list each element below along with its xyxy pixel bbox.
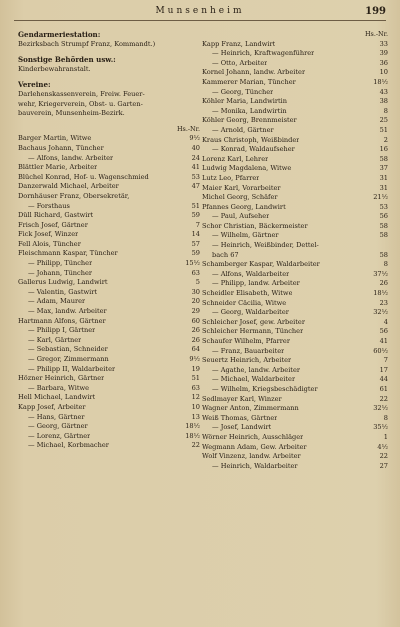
house-number: 22 bbox=[379, 394, 388, 403]
list-item bbox=[202, 68, 388, 78]
house-number: 47 bbox=[191, 182, 200, 191]
list-item bbox=[18, 144, 200, 154]
entry-text: — Arnold, Gärtner bbox=[212, 125, 274, 134]
list-item bbox=[202, 88, 388, 98]
entry-text: Sedlmayer Karl, Winzer bbox=[202, 394, 282, 403]
list-item bbox=[202, 289, 388, 299]
list-item bbox=[18, 374, 200, 384]
header-rule bbox=[14, 20, 386, 21]
entry-text: Dornhäuser Franz, Obersekretär, bbox=[18, 191, 130, 200]
resident-list bbox=[18, 134, 200, 451]
list-item bbox=[202, 375, 388, 385]
house-number: 2 bbox=[383, 135, 388, 144]
house-number: 59 bbox=[191, 211, 200, 220]
resident-list bbox=[202, 40, 388, 472]
entry-text: Kornel Johann, landw. Arbeiter bbox=[202, 68, 306, 77]
entry-text: — Georg, Tüncher bbox=[212, 87, 274, 96]
list-item bbox=[202, 318, 388, 328]
entry-text: Maier Karl, Vorarbeiter bbox=[202, 183, 281, 192]
list-item bbox=[202, 126, 388, 136]
entry-text: — Karl, Gärtner bbox=[28, 335, 82, 344]
list-item bbox=[202, 203, 388, 213]
house-number: 63 bbox=[191, 268, 200, 277]
list-item bbox=[18, 278, 200, 288]
house-number-column-header: Hs.-Nr. bbox=[364, 30, 388, 38]
entry-text: Lorenz Karl, Lehrer bbox=[202, 154, 269, 163]
list-item bbox=[18, 317, 200, 327]
house-number: 33 bbox=[379, 39, 388, 48]
house-number: 35½ bbox=[373, 423, 388, 432]
entry-text: — Valentin, Gastwirt bbox=[28, 287, 98, 296]
house-number: 26 bbox=[191, 335, 200, 344]
list-item bbox=[202, 423, 388, 433]
entry-text: Hell Michael, Landwirt bbox=[18, 393, 96, 402]
list-item bbox=[18, 221, 200, 231]
house-number: 15½ bbox=[185, 259, 200, 268]
entry-text: — Max, landw. Arbeiter bbox=[28, 307, 107, 316]
house-number: 26 bbox=[379, 279, 388, 288]
list-item bbox=[202, 385, 388, 395]
section-heading: Sonstige Behörden usw.: bbox=[18, 55, 116, 65]
section-heading: Vereine: bbox=[18, 80, 51, 90]
entry-text: Schaufer Wilhelm, Pfarrer bbox=[202, 337, 290, 345]
list-item bbox=[202, 433, 388, 443]
entry-text: Fleischmann Kaspar, Tüncher bbox=[18, 249, 118, 258]
list-item bbox=[202, 337, 388, 347]
list-item bbox=[202, 97, 388, 107]
entry-text: Weiß Thomas, Gärtner bbox=[202, 413, 278, 422]
house-number: 44 bbox=[379, 375, 388, 384]
entry-text: Fell Alois, Tüncher bbox=[18, 239, 81, 248]
entry-text: Kapp Josef, Arbeiter bbox=[18, 402, 86, 411]
page-header bbox=[0, 6, 400, 20]
list-item bbox=[202, 366, 388, 376]
house-number: 18½ bbox=[373, 289, 388, 298]
entry-text: Schleicher Josef, gew. Arbeiter bbox=[202, 317, 305, 326]
entry-text: — Franz, Bauarbeiter bbox=[212, 346, 285, 355]
list-item bbox=[202, 116, 388, 126]
list-item bbox=[18, 326, 200, 336]
page-number: 199 bbox=[365, 6, 386, 17]
house-number: 29 bbox=[191, 307, 200, 316]
house-number: 56 bbox=[379, 212, 388, 221]
house-number: 26 bbox=[191, 326, 200, 335]
entry-text: — Philipp, landw. Arbeiter bbox=[212, 279, 300, 288]
list-item bbox=[18, 345, 200, 355]
house-number: 27 bbox=[379, 461, 388, 470]
left-column bbox=[18, 30, 200, 451]
list-item bbox=[202, 212, 388, 222]
house-number: 30 bbox=[191, 287, 200, 296]
house-number: 41 bbox=[379, 337, 388, 345]
house-number: 38 bbox=[379, 97, 388, 106]
entry-text: Scheidler Elisabeth, Witwe bbox=[202, 289, 293, 298]
entry-text: Frisch Josef, Gärtner bbox=[18, 220, 88, 229]
entry-text: — Heinrich, Kraftwagenführer bbox=[212, 49, 315, 58]
list-item bbox=[18, 355, 200, 365]
house-number: 39 bbox=[379, 49, 388, 58]
entry-text: — Heinrich, Weißbinder, Dettel- bbox=[212, 241, 319, 250]
entry-text: Blüchel Konrad, Hof- u. Wagenschmied bbox=[18, 172, 149, 181]
list-item bbox=[18, 365, 200, 375]
house-number: 22 bbox=[191, 441, 200, 450]
entry-text: — Philipp II, Waldarbeiter bbox=[28, 364, 116, 373]
house-number: 41 bbox=[191, 163, 200, 172]
entry-text: Lutz Leo, Pfarrer bbox=[202, 173, 260, 182]
list-item bbox=[202, 299, 388, 309]
house-number: 60½ bbox=[373, 346, 388, 355]
house-number: 32½ bbox=[373, 404, 388, 413]
house-number: 8 bbox=[383, 413, 388, 422]
entry-text: — Heinrich, Waldarbeiter bbox=[212, 461, 298, 470]
list-item bbox=[18, 154, 200, 164]
house-number: 31 bbox=[379, 173, 388, 182]
running-title: Munsenheim bbox=[155, 6, 245, 16]
house-number: 61 bbox=[379, 384, 388, 393]
list-item bbox=[18, 393, 200, 403]
list-item bbox=[18, 173, 200, 183]
section-text: wehr, Kriegerverein, Obst- u. Garten- bbox=[18, 99, 143, 108]
house-number: 32½ bbox=[373, 308, 388, 317]
list-item bbox=[202, 184, 388, 194]
house-number: 57 bbox=[191, 239, 200, 248]
entry-text: Pfannes Georg, Landwirt bbox=[202, 202, 286, 211]
entry-text: — Paul, Aufseher bbox=[212, 212, 270, 221]
list-item bbox=[202, 270, 388, 280]
list-item bbox=[18, 259, 200, 269]
list-item bbox=[18, 288, 200, 298]
entry-text: — Monika, Landwirtin bbox=[212, 106, 287, 115]
section-text: Bezirksbach Strumpf Franz, Kommandt.) bbox=[18, 39, 156, 48]
entry-text: — Barbara, Witwe bbox=[28, 383, 90, 392]
entry-text: Danzerwald Michael, Arbeiter bbox=[18, 182, 119, 191]
house-number: 1 bbox=[383, 432, 388, 441]
entry-text: — Georg, Gärtner bbox=[28, 422, 88, 431]
list-item bbox=[18, 134, 200, 144]
list-item bbox=[202, 279, 388, 289]
house-number: 51 bbox=[191, 201, 200, 210]
entry-text: Michel Georg, Schäfer bbox=[202, 193, 278, 202]
house-number: 10 bbox=[379, 68, 388, 77]
list-item bbox=[202, 308, 388, 318]
house-number: 18½ bbox=[185, 422, 200, 431]
list-item bbox=[202, 59, 388, 69]
entry-text: — Josef, Landwirt bbox=[212, 423, 272, 432]
entry-text: — Sebastian, Schneider bbox=[28, 345, 108, 354]
section-text: bauverein, Munsenheim-Bezirk. bbox=[18, 109, 125, 118]
list-item bbox=[18, 422, 200, 432]
entry-text: Fick Josef, Winzer bbox=[18, 230, 79, 239]
list-item bbox=[18, 403, 200, 413]
entry-text: Schamberger Kaspar, Waldarbeiter bbox=[202, 260, 320, 269]
house-number: 4 bbox=[383, 317, 388, 326]
section-text: Darlehenskassenverein, Freiw. Feuer- bbox=[18, 89, 145, 98]
entry-text: Blättler Marie, Arbeiter bbox=[18, 163, 98, 172]
entry-text: — Wilhelm, Gärtner bbox=[212, 231, 279, 240]
house-number: 40 bbox=[191, 143, 200, 152]
list-item bbox=[202, 49, 388, 59]
entry-text: — Adam, Maurer bbox=[28, 297, 86, 306]
house-number: 58 bbox=[379, 231, 388, 240]
house-number: 51 bbox=[191, 374, 200, 383]
house-number: 51 bbox=[379, 125, 388, 134]
list-item bbox=[18, 192, 200, 202]
list-item bbox=[18, 202, 200, 212]
entry-text: Schleicher Hermann, Tüncher bbox=[202, 327, 304, 336]
list-item bbox=[18, 297, 200, 307]
entry-text: — Alfons, landw. Arbeiter bbox=[28, 153, 114, 162]
list-item bbox=[202, 414, 388, 424]
house-number: 63 bbox=[191, 383, 200, 392]
entry-text: Kapp Franz, Landwirt bbox=[202, 39, 276, 48]
house-number: 18½ bbox=[185, 431, 200, 440]
entry-text: Köhler Georg, Brennmeister bbox=[202, 116, 297, 125]
house-number: 14 bbox=[191, 230, 200, 239]
entry-text: Barger Martin, Witwe bbox=[18, 134, 92, 143]
list-item bbox=[18, 230, 200, 240]
entry-text: Wagner Anton, Zimmermann bbox=[202, 404, 299, 413]
entry-text: — Lorenz, Gärtner bbox=[28, 431, 91, 440]
entry-text: — Konrad, Waldaufseher bbox=[212, 145, 295, 154]
list-item bbox=[18, 384, 200, 394]
entry-text: — Wilhelm, Kriegsbeschädigter bbox=[212, 384, 318, 393]
list-item bbox=[202, 260, 388, 270]
list-item bbox=[202, 327, 388, 337]
house-number: 59 bbox=[191, 249, 200, 258]
list-item bbox=[18, 432, 200, 442]
house-number: 10 bbox=[191, 402, 200, 411]
house-number: 17 bbox=[379, 365, 388, 374]
list-item bbox=[202, 452, 388, 462]
entry-text: — Michael, Korbmacher bbox=[28, 441, 109, 450]
house-number: 12 bbox=[191, 393, 200, 402]
house-number: 19 bbox=[191, 364, 200, 373]
house-number: 4½ bbox=[377, 442, 388, 451]
entry-text: Ludwig Magdalena, Witwe bbox=[202, 164, 292, 173]
list-item bbox=[202, 356, 388, 366]
house-number: 58 bbox=[379, 221, 388, 230]
list-item bbox=[202, 347, 388, 357]
entry-text: Schneider Cäcilia, Witwe bbox=[202, 298, 287, 307]
list-item bbox=[202, 404, 388, 414]
entry-text: — Agathe, landw. Arbeiter bbox=[212, 365, 301, 374]
house-number: 20 bbox=[191, 297, 200, 306]
house-number: 9½ bbox=[189, 355, 200, 363]
house-number: 60 bbox=[191, 316, 200, 325]
list-item bbox=[202, 155, 388, 165]
house-number: 8 bbox=[383, 106, 388, 115]
list-item bbox=[18, 413, 200, 423]
list-item bbox=[18, 163, 200, 173]
list-item bbox=[18, 240, 200, 250]
list-item bbox=[202, 222, 388, 232]
house-number-column-header: Hs.-Nr. bbox=[176, 124, 200, 133]
section-heading: Gendarmeriestation: bbox=[18, 30, 101, 39]
house-number: 8 bbox=[383, 260, 388, 269]
entry-text: — Otto, Arbeiter bbox=[212, 58, 268, 67]
entry-text: Wolf Vinzenz, landw. Arbeiter bbox=[202, 452, 301, 461]
house-number: 31 bbox=[379, 183, 388, 192]
entry-text: — Gregor, Zimmermann bbox=[28, 355, 109, 363]
house-number: 21½ bbox=[373, 193, 388, 202]
list-item bbox=[202, 40, 388, 50]
entry-text: — Hans, Gärtner bbox=[28, 412, 85, 421]
list-item bbox=[202, 174, 388, 184]
list-item bbox=[202, 231, 388, 241]
list-item bbox=[202, 164, 388, 174]
house-number: 37 bbox=[379, 164, 388, 173]
list-item bbox=[202, 241, 388, 251]
entry-text: Wegmann Adam, Gew. Arbeiter bbox=[202, 442, 307, 451]
entry-text: Seuertz Heinrich, Arbeiter bbox=[202, 356, 292, 365]
house-number: 64 bbox=[191, 345, 200, 354]
house-number: 22 bbox=[379, 452, 388, 461]
house-number: 7 bbox=[383, 356, 388, 365]
list-item bbox=[202, 78, 388, 88]
entry-text: — Michael, Waldarbeiter bbox=[212, 375, 296, 384]
entry-text: Kraus Christoph, Weißbinder bbox=[202, 135, 300, 144]
list-item bbox=[202, 193, 388, 203]
entry-text: — Philipp, Tüncher bbox=[28, 259, 93, 268]
list-item bbox=[18, 249, 200, 259]
right-column bbox=[202, 30, 388, 471]
entry-text: — Forsthaus bbox=[28, 201, 70, 210]
house-number: 25 bbox=[379, 116, 388, 125]
entry-text: bach 67 bbox=[212, 250, 239, 259]
house-number: 7 bbox=[195, 220, 200, 229]
house-number: 43 bbox=[379, 87, 388, 96]
entry-text: — Georg, Waldarbeiter bbox=[212, 308, 289, 317]
house-number: 18½ bbox=[373, 77, 388, 86]
list-item bbox=[202, 107, 388, 117]
list-item bbox=[18, 307, 200, 317]
entry-text: Köhler Maria, Landwirtin bbox=[202, 97, 287, 106]
entry-text: Hartmann Alfons, Gärtner bbox=[18, 316, 106, 325]
list-item bbox=[202, 251, 388, 261]
list-item bbox=[202, 145, 388, 155]
house-number: 56 bbox=[379, 327, 388, 336]
entry-text: Kammerer Marian, Tüncher bbox=[202, 77, 296, 86]
house-number: 5 bbox=[195, 278, 200, 287]
house-number: 58 bbox=[379, 250, 388, 259]
house-number: 13 bbox=[191, 412, 200, 421]
house-number: 16 bbox=[379, 145, 388, 154]
list-item bbox=[18, 211, 200, 221]
list-item bbox=[18, 182, 200, 192]
entry-text: Gallerus Ludwig, Landwirt bbox=[18, 278, 108, 287]
house-number: 37½ bbox=[373, 269, 388, 278]
entry-text: Schor Christian, Bäckermeister bbox=[202, 221, 308, 230]
house-number: 53 bbox=[191, 172, 200, 181]
entry-text: — Philipp I, Gärtner bbox=[28, 326, 96, 335]
entry-text: — Alfons, Waldarbeiter bbox=[212, 269, 290, 278]
entry-text: — Johann, Tüncher bbox=[28, 268, 93, 277]
list-item bbox=[202, 136, 388, 146]
house-number: 24 bbox=[191, 153, 200, 162]
list-item bbox=[18, 441, 200, 451]
entry-text: Wörner Heinrich, Ausschläger bbox=[202, 432, 304, 441]
list-item bbox=[202, 395, 388, 405]
list-item bbox=[202, 443, 388, 453]
list-item bbox=[18, 336, 200, 346]
list-item bbox=[202, 462, 388, 472]
list-item bbox=[18, 269, 200, 279]
house-number: 53 bbox=[379, 202, 388, 211]
entry-text: Hözner Heinrich, Gärtner bbox=[18, 374, 105, 383]
house-number: 9½ bbox=[189, 134, 200, 143]
entry-text: Düll Richard, Gastwirt bbox=[18, 211, 94, 220]
entry-text: Bachaus Johann, Tüncher bbox=[18, 143, 104, 152]
house-number: 23 bbox=[379, 298, 388, 307]
house-number: 36 bbox=[379, 58, 388, 67]
house-number: 58 bbox=[379, 154, 388, 163]
section-text: Kinderbewahranstalt. bbox=[18, 64, 91, 73]
